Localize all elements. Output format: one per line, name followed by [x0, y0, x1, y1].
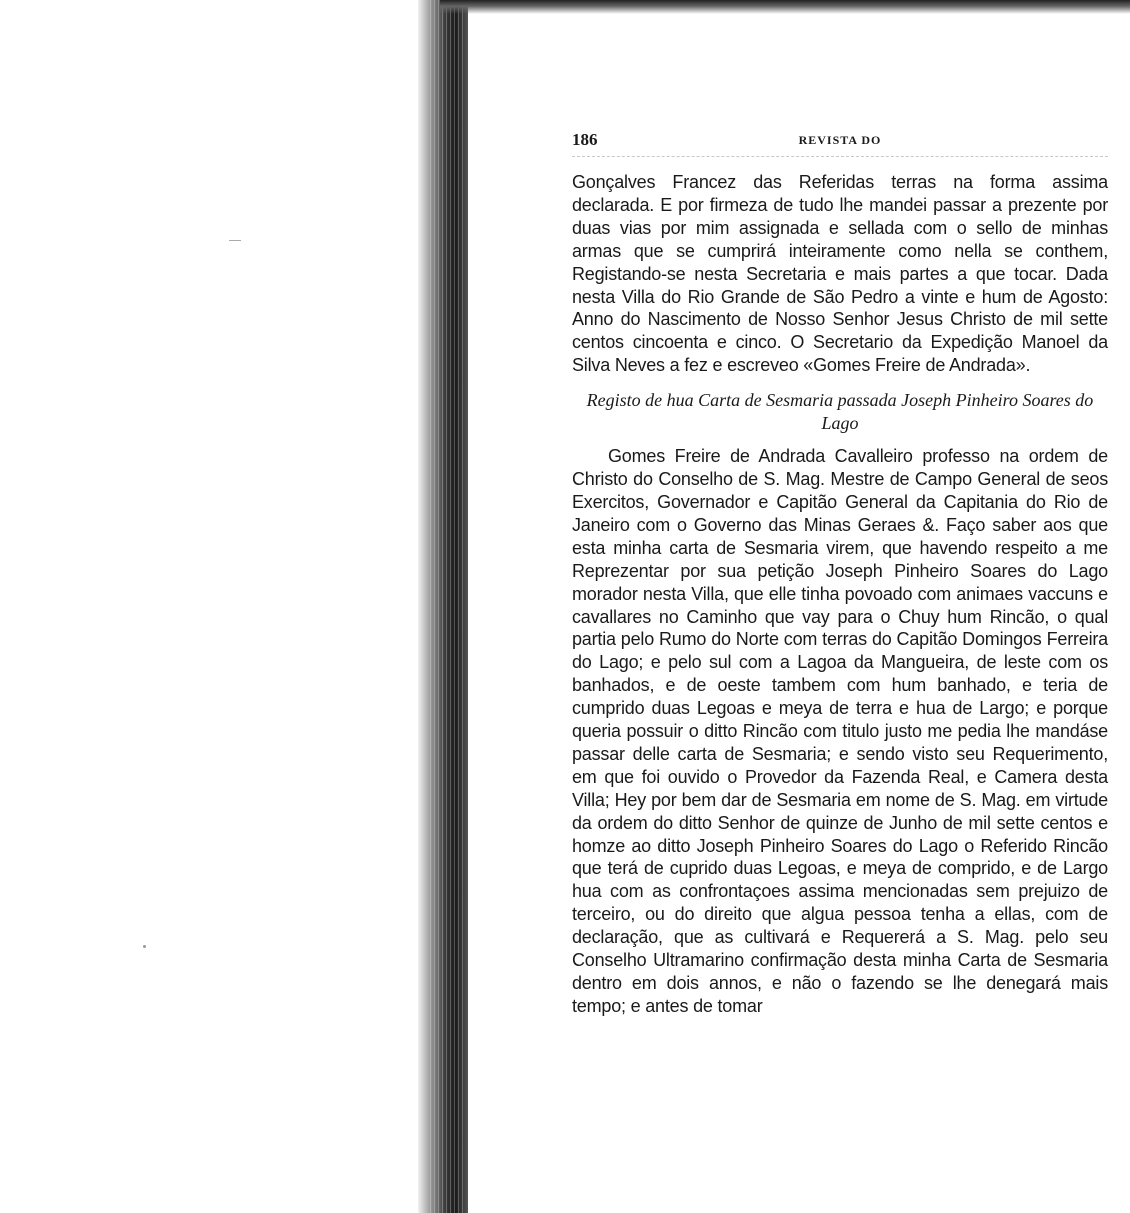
paragraph-2: Gomes Freire de Andrada Cavalleiro professo na ordem de Christo do Conselho de S. Mag. Mestre de Campo General de seos Exercitos, Governador e Capitão General da Capitania do Rio de Janeiro com o Governo das Minas Geraes &. Faço saber aos que esta minha carta de Sesmaria virem, que havendo respeito a me Reprezentar por sua petição Joseph Pinheiro Soares do Lago morador nesta Villa, que elle tinha povoado com animaes vaccuns e cavallares no Caminho que vay para o Chuy hum Rincão, o qual partia pelo Rumo do Norte com terras do Capitão Domingos Ferreira do Lago; e pelo sul com a Lagoa da Mangueira, de leste com os banhados, e de oeste tambem com hum banhado, e teria de cumprido duas Legoas e meya de terra e hua de Largo; e porque queria possuir o ditto Rincão com titulo justo me pedia lhe mandáse passar delle carta de Sesmaria; e sendo visto seu Requerimento, em que foi ouvido o Provedor da Fazenda Real, e Camera desta Villa; Hey por bem dar de Sesmaria em nome de S. Mag. em virtude da ordem do ditto Senhor de quinze de Junho de mil sette centos e homze ao ditto Joseph Pinheiro Soares do Lago o Referido Rincão que terá de cuprido duas Legoas, e meya de comprido, e de Largo hua com as confrontaçoes assima mencionadas sem prejuizo de terceiro, ou do direito que algua pessoa tenha a ellas, com de declaração, que as cultivará e Requererá a S. Mag. pelo seu Conselho Ultramarino confirmação desta minha Carta de Sesmaria dentro em dois annos, e não o fazendo se lhe denegará mais tempo; e antes de tomar	[572, 446, 1108, 1016]
scan-mark	[229, 240, 241, 241]
scan-speck	[143, 945, 146, 948]
page-number: 186	[572, 130, 598, 149]
running-head	[572, 130, 1108, 156]
top-page-edge	[440, 0, 1130, 14]
page-edges	[430, 0, 466, 1213]
running-title: REVISTA DO	[798, 133, 882, 147]
paragraph-1: Gonçalves Francez das Referidas terras na forma assima declarada. E por firmeza de tudo lhe mandei passar a prezente por duas vias por mim assignada e sellada com o sello de minhas armas que se cumprirá inteiramente como nella se conthem, Registando-se nesta Secretaria e mais partes a que tocar. Dada nesta Villa do Rio Grande de São Pedro a vinte e hum de Agosto: Anno do Nascimento de Nosso Senhor Jesus Christo de mil sette centos cincoenta e cinco. O Secretario da Expedição Manoel da Silva Neves a fez e escreveo «Gomes Freire de Andrada».	[572, 172, 1108, 376]
section-heading: Registo de hua Carta de Sesmaria passada Joseph Pinheiro Soares do Lago	[586, 390, 1094, 434]
header-rule	[572, 156, 1108, 157]
book-page	[572, 130, 1108, 1018]
